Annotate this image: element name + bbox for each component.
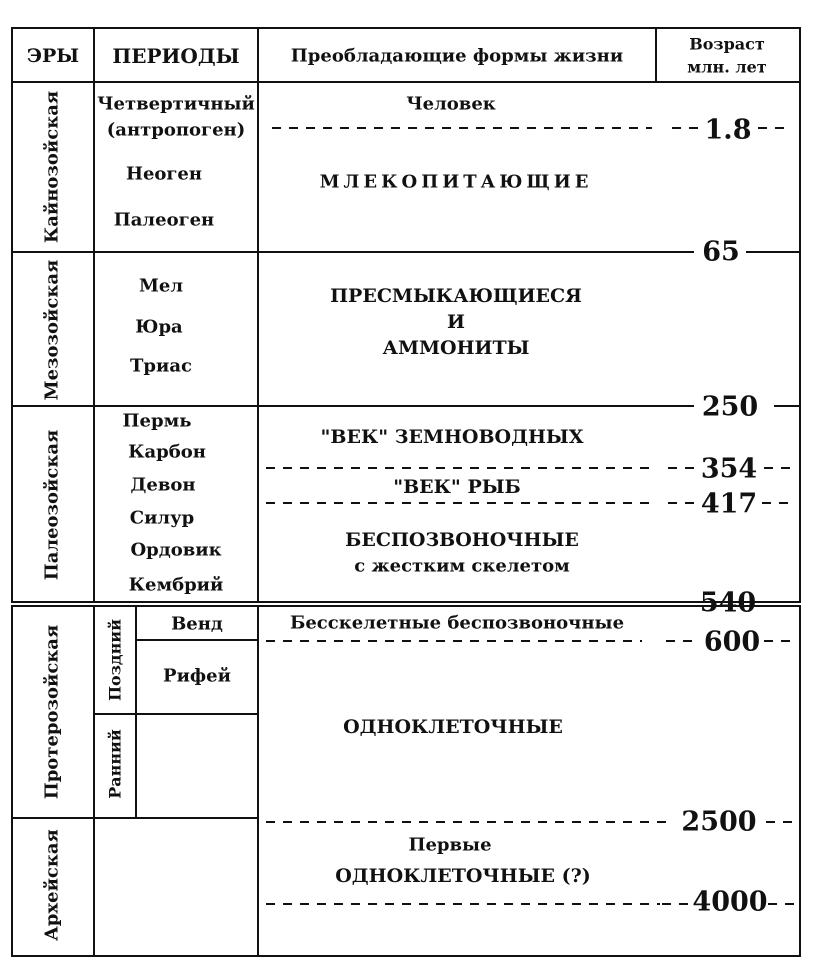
life-reptiles-line2: И [447,311,465,333]
period-devonian: Девон [130,474,196,496]
period-vendian: Венд [171,613,223,635]
age-65: 65 [702,236,740,268]
period-silurian: Силур [129,507,195,529]
age-2500: 2500 [681,806,757,838]
period-quaternary-line1: Четвертичный [97,93,255,115]
age-600: 600 [703,626,761,658]
life-reptiles-line1: ПРЕСМЫКАЮЩИЕСЯ [330,285,582,307]
period-cretaceous: Мел [138,275,184,297]
life-reptiles-line3: АММОНИТЫ [382,337,530,359]
subdivision-early: Ранний [105,729,125,799]
period-quaternary-line2: (антропоген) [106,119,246,141]
subdivision-late: Поздний [105,618,125,702]
life-soft-invertebrates: Бесскелетные беспозвоночные [289,612,625,634]
period-triassic: Триас [130,355,192,377]
life-first-unicellular-line1: Первые [408,834,492,856]
era-proterozoic: Протерозойская [41,624,63,800]
period-paleogene: Палеоген [113,209,215,231]
period-cambrian: Кембрий [128,574,224,596]
period-ordovician: Ордовик [130,539,222,561]
period-neogene: Неоген [125,163,203,185]
life-invertebrates-line2: с жестким скелетом [354,555,570,577]
period-riphean: Рифей [163,665,231,687]
life-first-unicellular-line2: ОДНОКЛЕТОЧНЫЕ (?) [335,865,591,887]
header-eras: ЭРЫ [26,45,80,67]
age-540: 540 [699,587,757,619]
header-periods: ПЕРИОДЫ [112,44,240,68]
header-life-forms: Преобладающие формы жизни [290,45,624,67]
life-unicellular: ОДНОКЛЕТОЧНЫЕ [343,716,563,738]
period-jurassic: Юра [135,316,183,338]
life-fishes: "ВЕК" РЫБ [393,476,521,498]
period-permian: Пермь [122,410,192,432]
age-354: 354 [700,453,758,485]
age-1-8: 1.8 [704,114,752,146]
era-cenozoic: Кайнозойская [41,90,63,244]
life-amphibians: "ВЕК" ЗЕМНОВОДНЫХ [320,426,584,448]
life-invertebrates-line1: БЕСПОЗВОНОЧНЫЕ [345,529,579,551]
era-mesozoic: Мезозойская [41,259,63,401]
header-age-line2: млн. лет [687,57,767,77]
life-human: Человек [406,93,496,115]
period-carboniferous: Карбон [128,441,206,463]
age-4000: 4000 [692,886,768,918]
age-250: 250 [701,391,759,423]
era-archean: Архейская [41,829,63,941]
age-417: 417 [700,488,758,520]
life-mammals: МЛЕКОПИТАЮЩИЕ [319,171,593,193]
header-age-line1: Возраст [689,34,765,54]
era-paleozoic: Палеозойская [41,429,63,581]
